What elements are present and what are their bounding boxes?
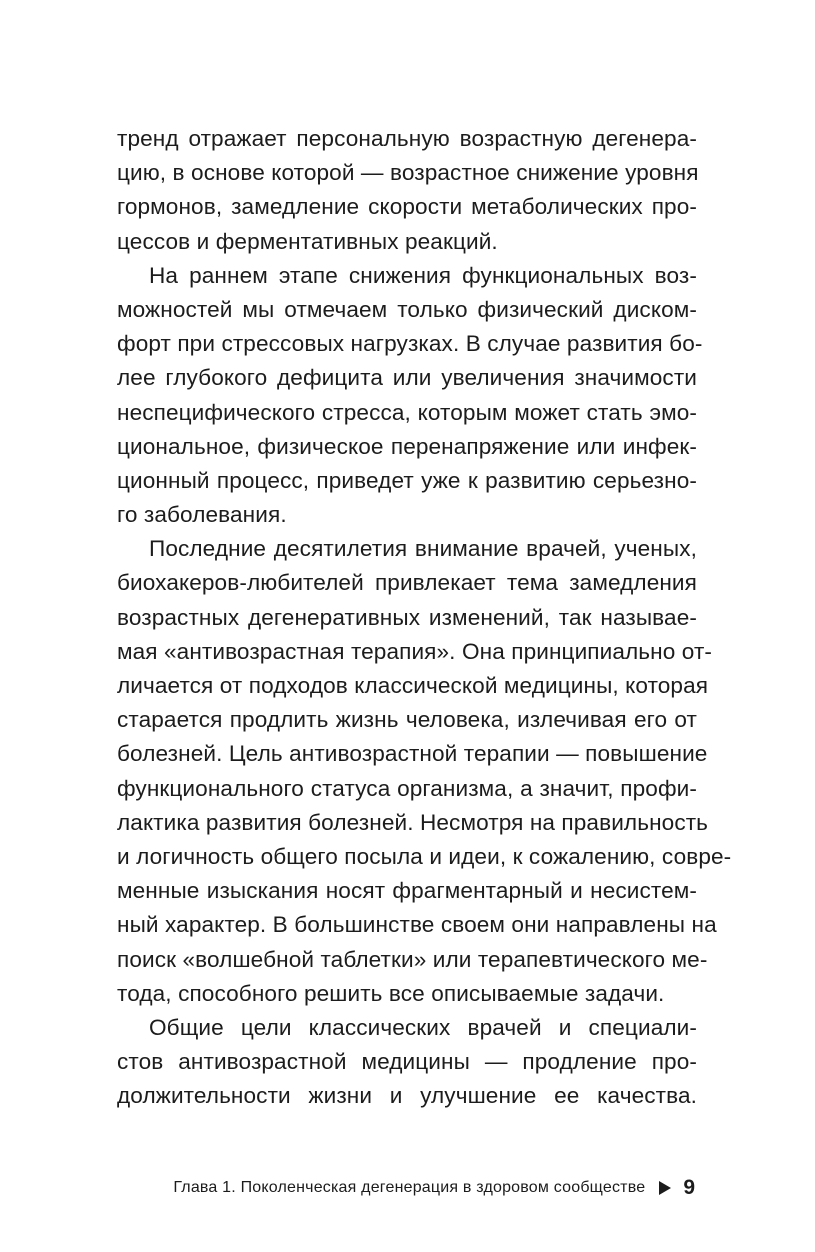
text-line: го заболевания. xyxy=(117,502,287,528)
running-footer xyxy=(173,1176,695,1200)
text-line: гормонов, замедление скорости метаболических про- xyxy=(117,194,697,220)
text-line: тренд отражает персональную возрастную дегенера- xyxy=(117,126,697,151)
text-line: функционального статуса организма, а значит, профи- xyxy=(117,775,697,801)
text-line: можностей мы отмечаем только физический диском- xyxy=(117,296,697,322)
text-line: цию, в основе которой — возрастное снижение уровня xyxy=(117,160,699,186)
text-line: стов антивозрастной медицины — продление про- xyxy=(117,1049,697,1075)
triangle-right-icon xyxy=(659,1181,671,1195)
text-line: тода, способного решить все описываемые задачи. xyxy=(117,980,665,1006)
text-line: ционный процесс, приведет уже к развитию серьезно- xyxy=(117,467,697,493)
chapter-title: Глава 1. Поколенческая дегенерация в здоровом сообществе xyxy=(173,1179,646,1196)
paragraph-4 xyxy=(117,1011,697,1114)
text-line: старается продлить жизнь человека, излечивая его от xyxy=(117,707,697,733)
text-line: мая «антивозрастная терапия». Она принципиально от- xyxy=(117,638,713,664)
text-line: Общие цели классических врачей и специали- xyxy=(149,1014,697,1040)
paragraph-2 xyxy=(117,259,703,533)
text-line: должительности жизни и улучшение ее качества. xyxy=(117,1083,697,1109)
text-line: циональное, физическое перенапряжение или инфек- xyxy=(117,433,697,459)
page-number: 9 xyxy=(683,1176,695,1199)
text-line: форт при стрессовых нагрузках. В случае развития бо- xyxy=(117,331,703,357)
text-line: ный характер. В большинстве своем они направлены на xyxy=(117,912,717,938)
text-line: возрастных дегенеративных изменений, так называе- xyxy=(117,604,697,630)
text-line: цессов и ферментативных реакций. xyxy=(117,228,498,254)
text-line: личается от подходов классической медицины, которая xyxy=(117,673,709,698)
text-line: биохакеров-любителей привлекает тема замедления xyxy=(117,570,697,596)
text-line: болезней. Цель антивозрастной терапии — повышение xyxy=(117,741,708,767)
paragraph-3 xyxy=(117,532,732,1011)
text-line: менные изыскания носят фрагментарный и несистем- xyxy=(117,878,697,904)
body-text xyxy=(117,122,732,1113)
text-line: На раннем этапе снижения функциональных воз- xyxy=(149,262,697,288)
text-line: Последние десятилетия внимание врачей, ученых, xyxy=(149,536,697,562)
text-line: лее глубокого дефицита или увеличения значимости xyxy=(117,365,697,391)
text-line: и логичность общего посыла и идеи, к сожалению, совре- xyxy=(117,843,732,869)
text-line: поиск «волшебной таблетки» или терапевтического ме- xyxy=(117,946,708,972)
text-line: лактика развития болезней. Несмотря на правильность xyxy=(117,809,709,835)
text-line: неспецифического стресса, которым может стать эмо- xyxy=(117,399,697,425)
paragraph-1 xyxy=(117,122,697,259)
